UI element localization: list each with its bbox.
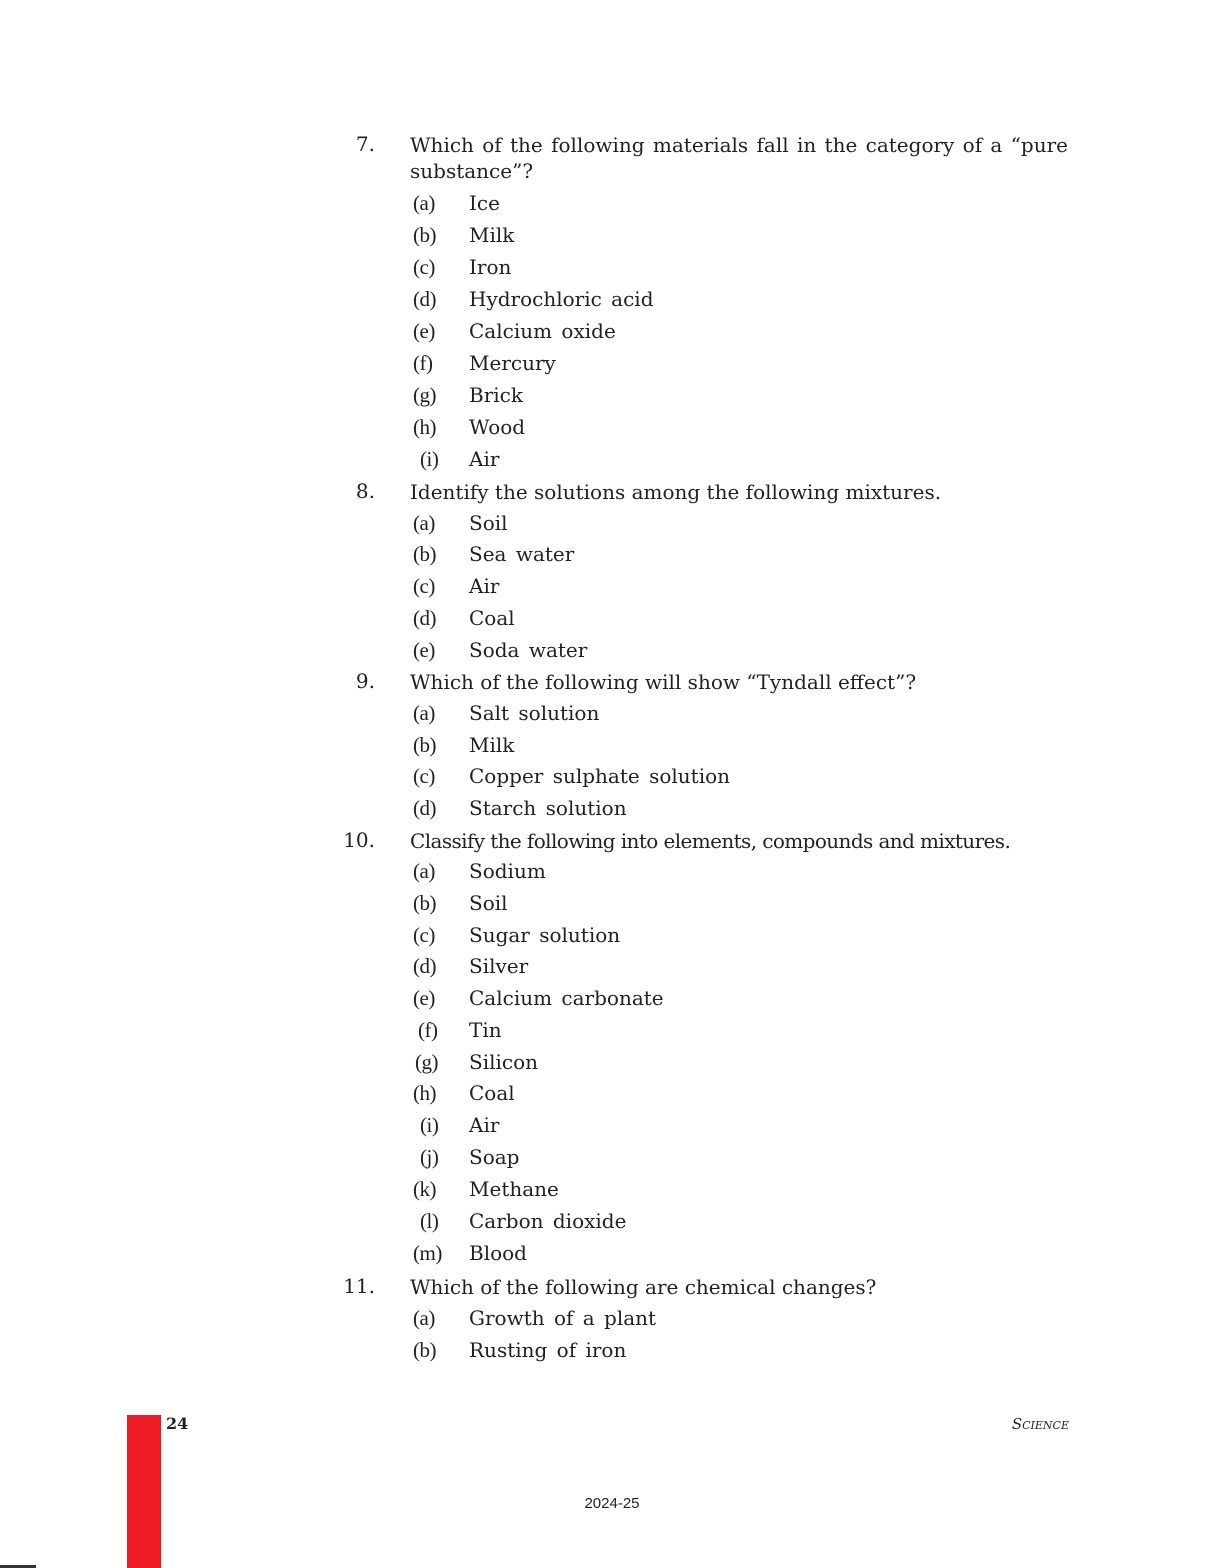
option-text: Copper sulphate solution — [469, 764, 731, 788]
option — [0, 287, 1224, 319]
option-text: Coal — [469, 606, 515, 630]
option — [0, 1306, 1224, 1338]
question-text: Which of the following will show “Tyndall effect”? — [410, 670, 917, 694]
option — [0, 764, 1224, 796]
option-text: Air — [469, 574, 500, 598]
option-text: Sugar solution — [469, 923, 621, 947]
option-label: (e) — [413, 986, 435, 1010]
option-label: (k) — [413, 1177, 436, 1201]
option-label: (b) — [413, 1338, 436, 1362]
option-label: (d) — [413, 796, 436, 820]
question-text: Classify the following into elements, compounds and mixtures. — [410, 829, 1011, 853]
option — [0, 1050, 1224, 1082]
option-text: Soil — [469, 891, 508, 915]
option — [0, 954, 1224, 986]
option-label: (a) — [413, 701, 435, 725]
option-text: Silver — [469, 954, 529, 978]
option — [0, 891, 1224, 923]
option-text: Sea water — [469, 542, 575, 566]
option — [0, 255, 1224, 287]
option — [0, 319, 1224, 351]
question-number: 8. — [355, 479, 375, 503]
option — [0, 574, 1224, 606]
question-text: Identify the solutions among the following mixtures. — [410, 480, 942, 504]
option-text: Salt solution — [469, 701, 600, 725]
option-text: Air — [469, 447, 500, 471]
option-text: Calcium oxide — [469, 319, 616, 343]
option — [0, 1113, 1224, 1145]
option-label: (a) — [413, 859, 435, 883]
option-label: (d) — [413, 287, 436, 311]
option-label: (i) — [420, 1113, 439, 1137]
option-text: Iron — [469, 255, 512, 279]
option-label: (b) — [413, 891, 436, 915]
option-text: Soap — [469, 1145, 520, 1169]
option-text: Milk — [469, 733, 515, 757]
option — [0, 733, 1224, 765]
question-number: 11. — [343, 1274, 375, 1298]
option-label: (a) — [413, 1306, 435, 1330]
option-label: (b) — [413, 733, 436, 757]
option-text: Rusting of iron — [469, 1338, 627, 1362]
option-label: (m) — [413, 1241, 442, 1265]
option — [0, 1241, 1224, 1273]
option — [0, 1209, 1224, 1241]
option-text: Mercury — [469, 351, 556, 375]
option-label: (d) — [413, 606, 436, 630]
option — [0, 542, 1224, 574]
option-label: (g) — [415, 1050, 438, 1074]
page-edge-accent-bar — [127, 1415, 161, 1568]
option — [0, 701, 1224, 733]
option-label: (g) — [413, 383, 436, 407]
option-label: (a) — [413, 511, 435, 535]
option — [0, 415, 1224, 447]
option — [0, 859, 1224, 891]
option-text: Methane — [469, 1177, 559, 1201]
option-label: (a) — [413, 191, 435, 215]
option — [0, 1338, 1224, 1370]
option-text: Hydrochloric acid — [469, 287, 654, 311]
option-text: Calcium carbonate — [469, 986, 664, 1010]
option-text: Soda water — [469, 638, 588, 662]
option-text: Growth of a plant — [469, 1306, 657, 1330]
question-number: 9. — [355, 669, 375, 693]
option-label: (f) — [418, 1018, 438, 1042]
option-label: (c) — [413, 764, 435, 788]
option — [0, 1177, 1224, 1209]
option-text: Blood — [469, 1241, 527, 1265]
option-label: (i) — [420, 447, 439, 471]
option — [0, 1081, 1224, 1113]
option — [0, 383, 1224, 415]
option — [0, 447, 1224, 479]
option — [0, 223, 1224, 255]
option-label: (h) — [413, 1081, 436, 1105]
option-label: (c) — [413, 255, 435, 279]
option — [0, 511, 1224, 543]
option — [0, 606, 1224, 638]
running-title: Science — [1011, 1415, 1069, 1433]
option-text: Sodium — [469, 859, 546, 883]
option — [0, 638, 1224, 670]
option — [0, 191, 1224, 223]
option-label: (f) — [413, 351, 433, 375]
option-label: (e) — [413, 638, 435, 662]
question-text: Which of the following are chemical changes? — [410, 1275, 877, 1299]
option-text: Carbon dioxide — [469, 1209, 627, 1233]
option — [0, 923, 1224, 955]
option-label: (d) — [413, 954, 436, 978]
question-number: 10. — [343, 828, 375, 852]
option-label: (b) — [413, 223, 436, 247]
option-text: Silicon — [469, 1050, 539, 1074]
option-label: (l) — [420, 1209, 439, 1233]
edition-year: 2024-25 — [584, 1495, 640, 1512]
page-number: 24 — [166, 1414, 189, 1433]
option — [0, 986, 1224, 1018]
option-text: Air — [469, 1113, 500, 1137]
option-text: Coal — [469, 1081, 515, 1105]
option — [0, 351, 1224, 383]
option-label: (c) — [413, 574, 435, 598]
question-number: 7. — [355, 132, 375, 156]
option-label: (c) — [413, 923, 435, 947]
option-label: (e) — [413, 319, 435, 343]
option-text: Milk — [469, 223, 515, 247]
option — [0, 796, 1224, 828]
option — [0, 1145, 1224, 1177]
option-text: Brick — [469, 383, 523, 407]
option-text: Soil — [469, 511, 508, 535]
option — [0, 1018, 1224, 1050]
option-label: (j) — [420, 1145, 439, 1169]
option-text: Tin — [469, 1018, 502, 1042]
option-text: Wood — [469, 415, 526, 439]
option-label: (b) — [413, 542, 436, 566]
option-text: Ice — [469, 191, 500, 215]
question-text: Which of the following materials fall in the category of a “pure substance”? — [410, 133, 1068, 183]
option-label: (h) — [413, 415, 436, 439]
option-text: Starch solution — [469, 796, 627, 820]
